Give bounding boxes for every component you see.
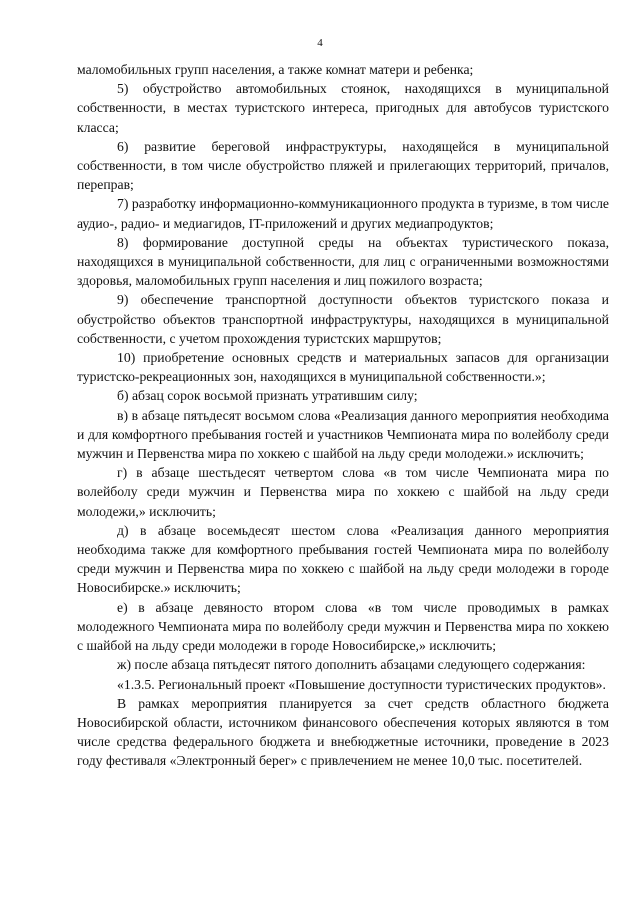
document-body (77, 60, 609, 771)
section-body-paragraph: В рамках мероприятия планируется за счет средств областного бюджета Новосибирской области, источником финансового обеспечения которых являются в том числе средства федерального бюджета и внебюджетные источники, проведение в 2023 году фестиваля «Электронный берег» с привлечением не менее 10,0 тыс. посетителей. (77, 695, 609, 769)
section-heading-1-3-5: «1.3.5. Региональный проект «Повышение доступности туристических продуктов». (117, 676, 606, 692)
list-item-8: 8) формирование доступной среды на объектах туристического показа, находящихся в муниципальной собственности, для лиц с ограниченными возможностями здоровья, маломобильных групп населения и лиц пожилого возраста; (77, 234, 609, 289)
amendment-d: д) в абзаце восемьдесят шестом слова «Реализация данного мероприятия необходима также для комфортного пребывания гостей Чемпионата мира по волейболу среди мужчин и Первенства мира по хоккею с шайбой на льду среди молодежи в городе Новосибирске.» исключить; (77, 522, 609, 596)
amendment-b: б) абзац сорок восьмой признать утратившим силу; (117, 388, 418, 404)
list-item-7: 7) разработку информационно-коммуникационного продукта в туризме, в том числе аудио-, радио- и медиагидов, IT-приложений и других медиапродуктов; (77, 196, 609, 231)
list-item-9: 9) обеспечение транспортной доступности объектов туристского показа и обустройство объектов транспортной инфраструктуры, находящихся в муниципальной собственности, с учетом прохождения туристских маршрутов; (77, 292, 609, 346)
list-item-6: 6) развитие береговой инфраструктуры, находящейся в муниципальной собственности, в том числе обустройство пляжей и прилегающих территорий, причалов, переправ; (77, 138, 609, 193)
list-item-5: 5) обустройство автомобильных стоянок, находящихся в муниципальной собственности, в местах туристского интереса, пригодных для автобусов туристского класса; (77, 81, 609, 135)
amendment-e: е) в абзаце девяносто втором слова «в том числе проводимых в рамках молодежного Чемпионата мира по волейболу среди мужчин и Первенства мира по хоккею с шайбой на льду среди молодежи в городе Новосибирске,» исключить; (77, 599, 609, 654)
amendment-g: г) в абзаце шестьдесят четвертом слова «в том числе Чемпионата мира по волейболу среди мужчин и Первенства мира по хоккею с шайбой на льду среди молодежи,» исключить; (77, 465, 609, 519)
paragraph-continuation: маломобильных групп населения, а также комнат матери и ребенка; (77, 62, 474, 77)
amendment-zh: ж) после абзаца пятьдесят пятого дополнить абзацами следующего содержания: (117, 657, 586, 673)
list-item-10: 10) приобретение основных средств и материальных запасов для организации туристско-рекреационных зон, находящихся в муниципальной собственности.»; (77, 350, 609, 385)
page-number: 4 (317, 37, 323, 49)
amendment-v: в) в абзаце пятьдесят восьмом слова «Реализация данного мероприятия необходима и для комфортного пребывания гостей и участников Чемпионата мира по волейболу среди мужчин и Первенства мира по хоккею с шайбой на льду среди молодежи.» исключить; (77, 407, 609, 462)
